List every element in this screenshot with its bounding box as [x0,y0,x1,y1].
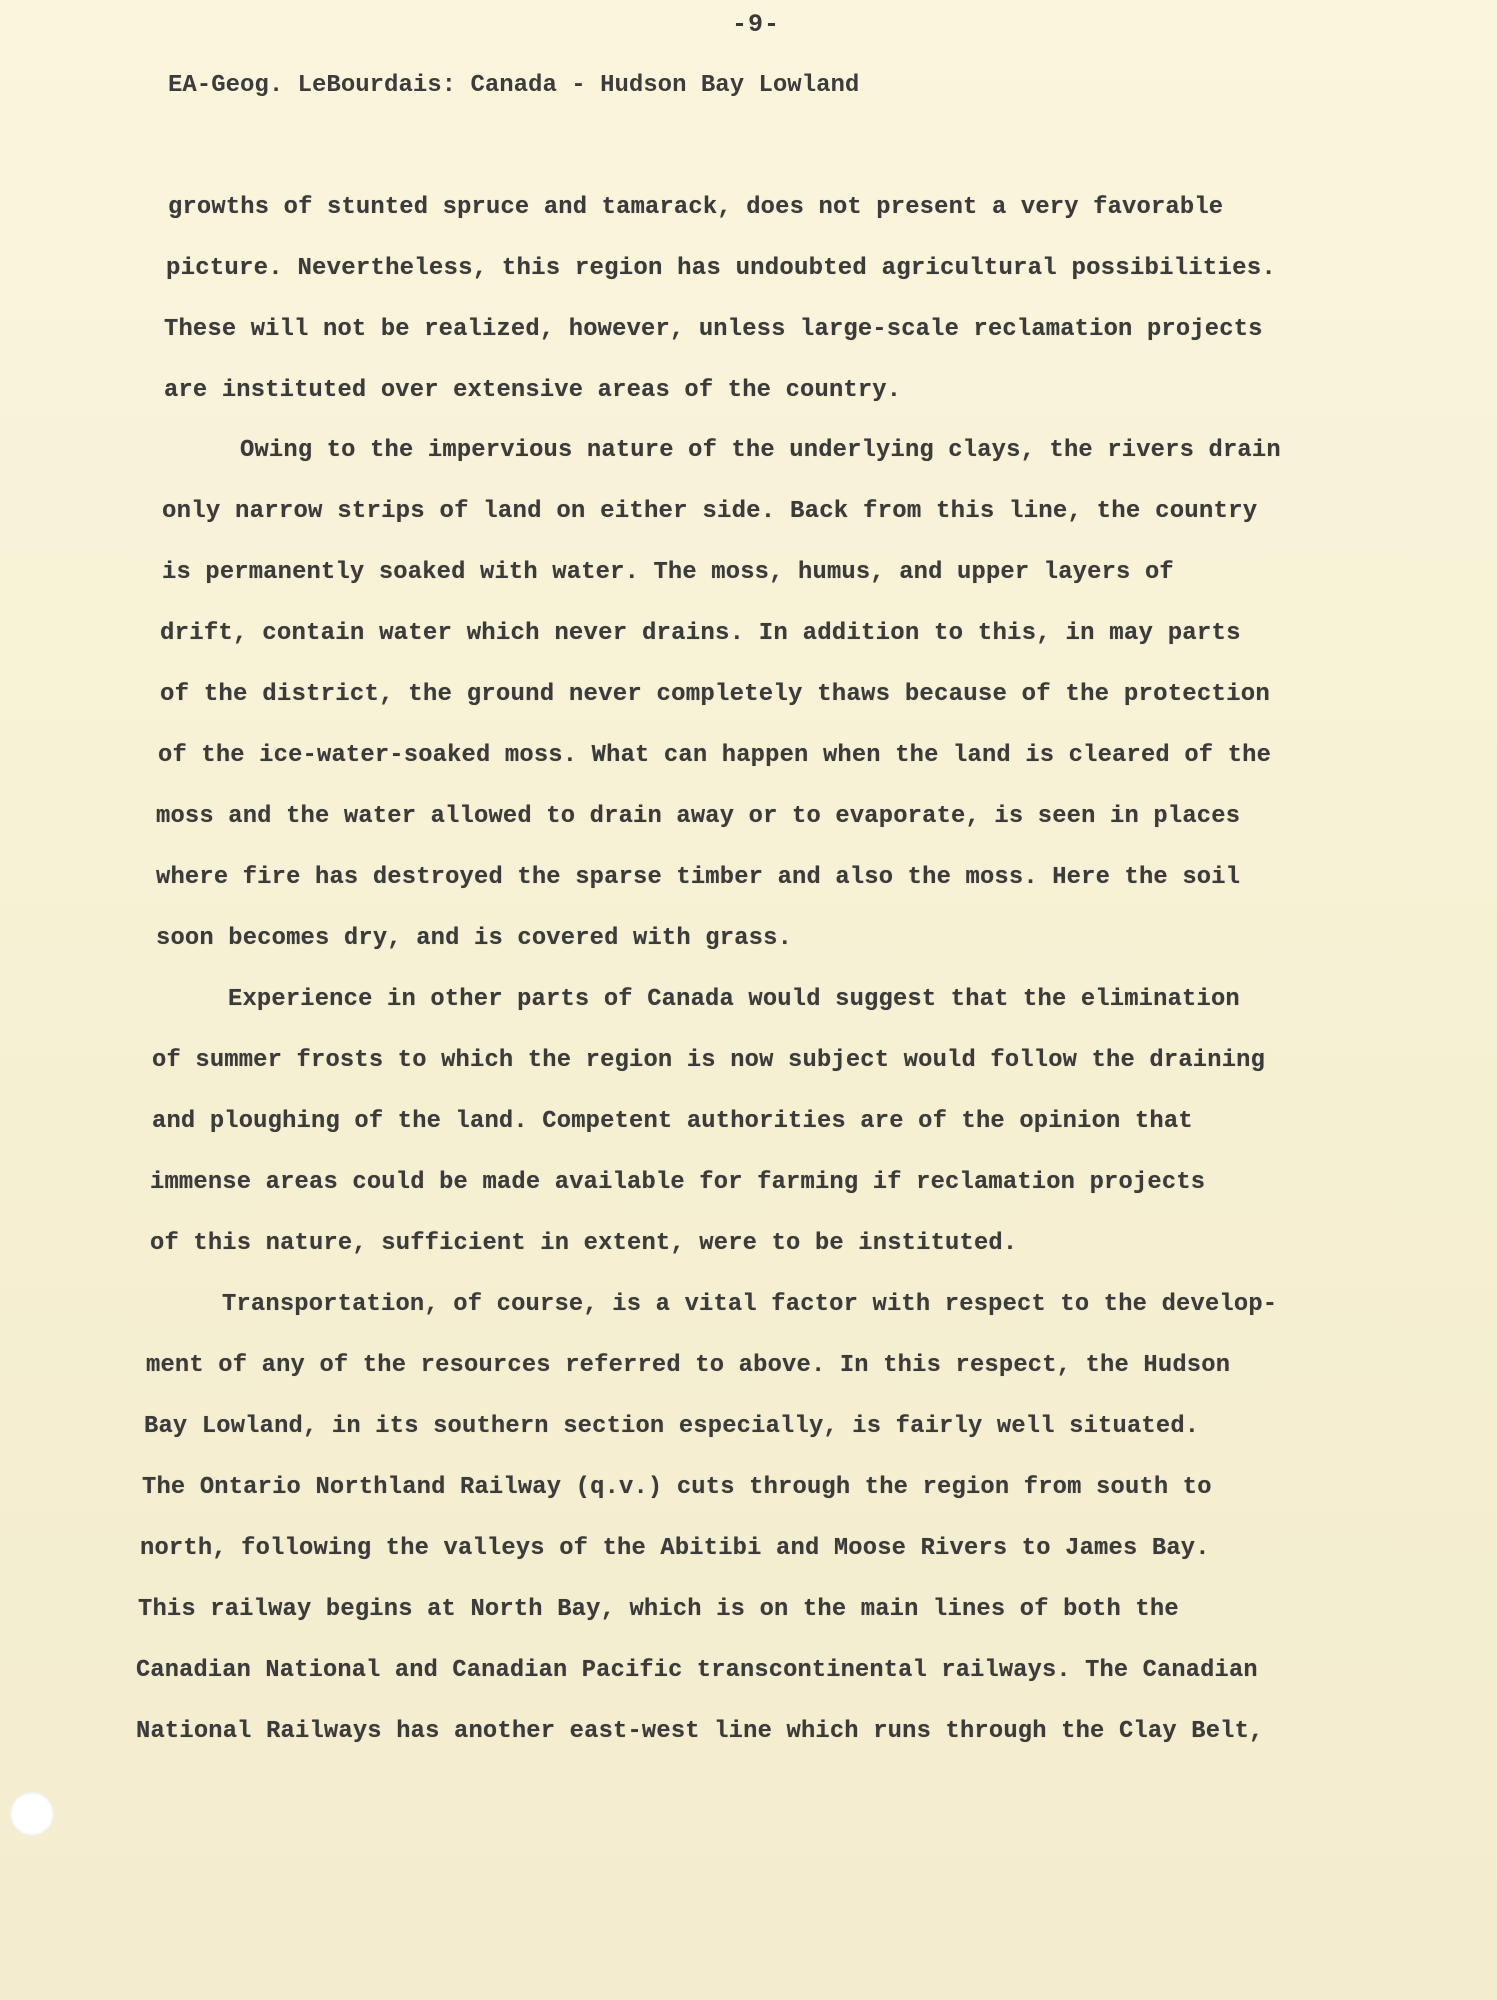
text-line: Experience in other parts of Canada would suggest that the elimination [228,986,1240,1013]
text-line: Owing to the impervious nature of the underlying clays, the rivers drain [240,437,1281,464]
text-line: Transportation, of course, is a vital factor with respect to the develop- [222,1291,1278,1318]
binder-hole [10,1792,54,1836]
text-line: of the district, the ground never completely thaws because of the protection [160,681,1270,708]
text-line: is permanently soaked with water. The moss, humus, and upper layers of [162,559,1174,586]
text-line: growths of stunted spruce and tamarack, does not present a very favorable [168,194,1224,221]
text-line: drift, contain water which never drains. In addition to this, in may parts [160,620,1241,647]
page-number: -9- [732,10,781,39]
running-header: EA-Geog. LeBourdais: Canada - Hudson Bay Lowland [168,72,860,99]
text-line: Bay Lowland, in its southern section especially, is fairly well situated. [144,1413,1200,1440]
text-line: of the ice-water-soaked moss. What can happen when the land is cleared of the [158,742,1272,769]
text-line: moss and the water allowed to drain away or to evaporate, is seen in places [156,803,1241,830]
text-line: of summer frosts to which the region is now subject would follow the draining [152,1047,1266,1074]
text-line: are instituted over extensive areas of the country. [164,377,902,404]
text-line: National Railways has another east-west line which runs through the Clay Belt, [136,1718,1264,1745]
text-line: This railway begins at North Bay, which is on the main lines of both the [138,1596,1179,1623]
text-line: north, following the valleys of the Abitibi and Moose Rivers to James Bay. [140,1535,1210,1562]
text-line: immense areas could be made available for farming if reclamation projects [150,1169,1206,1196]
text-line: picture. Nevertheless, this region has undoubted agricultural possibilities. [166,255,1276,282]
text-line: only narrow strips of land on either side. Back from this line, the country [162,498,1258,525]
text-line: The Ontario Northland Railway (q.v.) cuts through the region from south to [142,1474,1212,1501]
text-line: and ploughing of the land. Competent authorities are of the opinion that [152,1108,1193,1135]
text-line: ment of any of the resources referred to above. In this respect, the Hudson [146,1352,1231,1379]
text-line: Canadian National and Canadian Pacific transcontinental railways. The Canadian [136,1657,1258,1684]
text-line: where fire has destroyed the sparse timber and also the moss. Here the soil [156,864,1241,891]
text-line: These will not be realized, however, unless large-scale reclamation projects [164,316,1263,343]
text-line: soon becomes dry, and is covered with grass. [156,925,793,952]
text-line: of this nature, sufficient in extent, were to be instituted. [150,1230,1018,1257]
